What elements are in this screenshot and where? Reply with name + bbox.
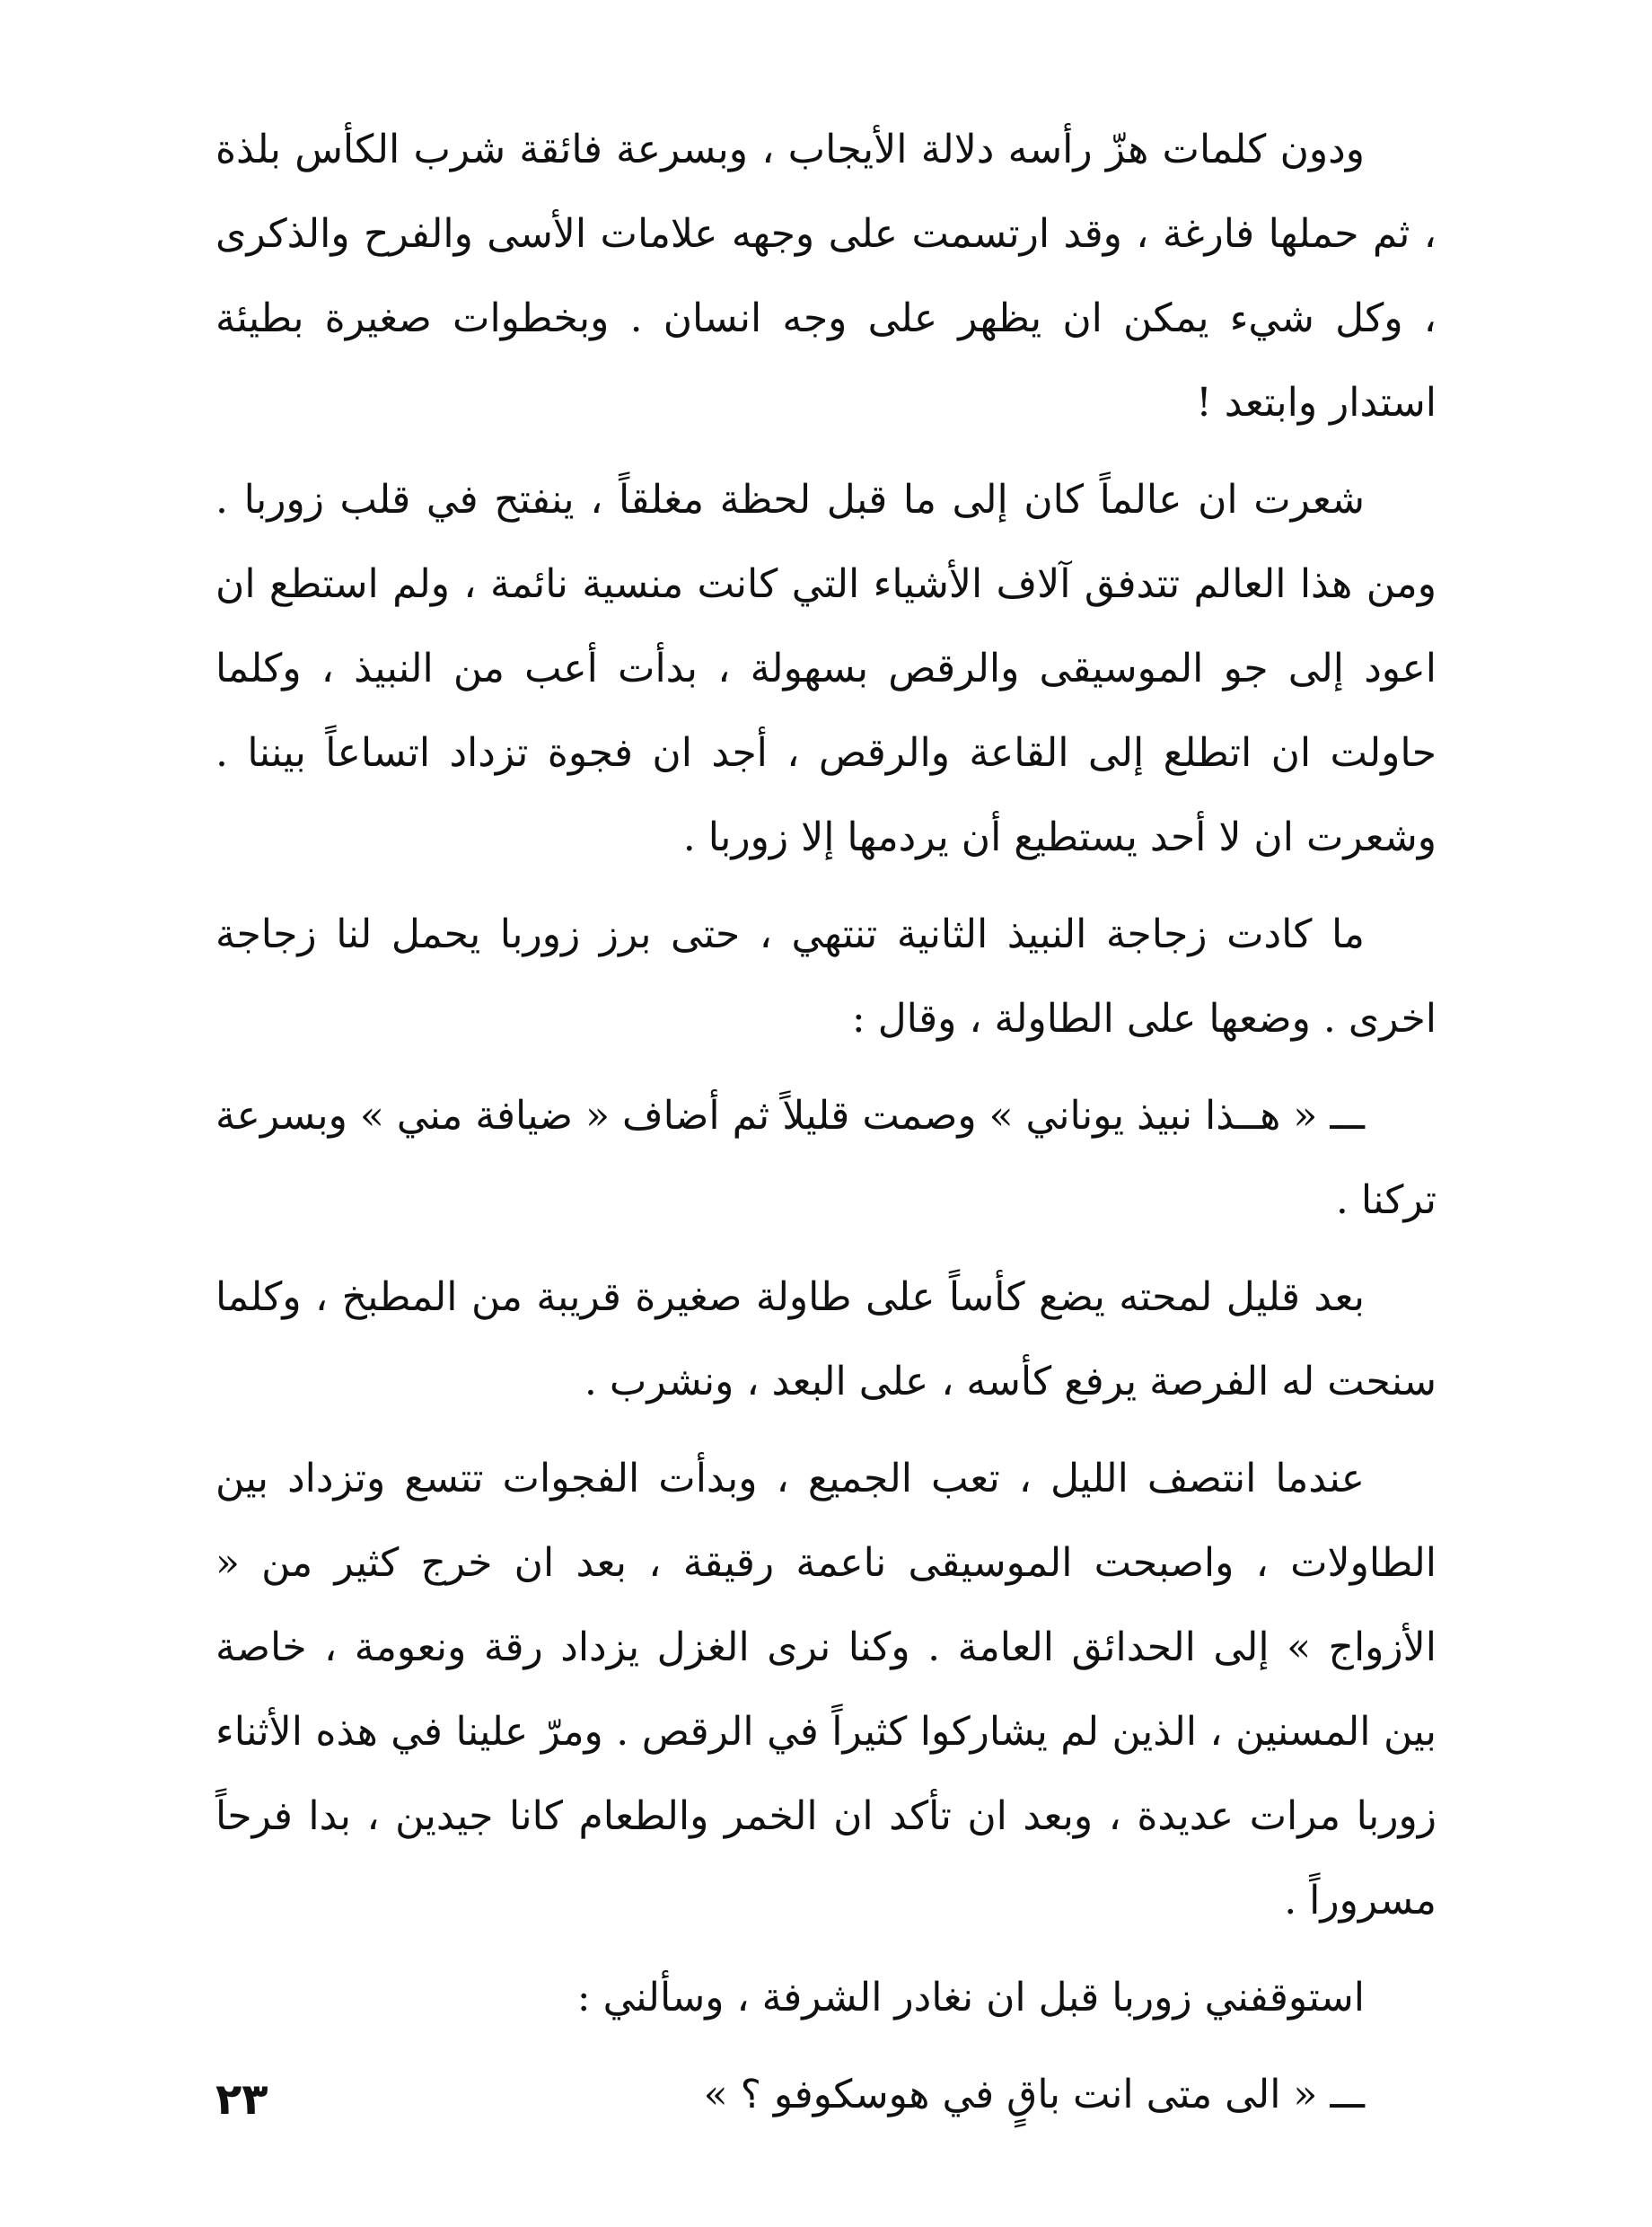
- paragraph-6: عندما انتصف الليل ، تعب الجميع ، وبدأت الفجوات تتسع وتزداد بين الطاولات ، واصبحت الموسيقى ناعمة رقيقة ، بعد ان خرج كثير من « الأزواج » إلى الحدائق العامة . وكنا نرى الغزل يزداد رقة ونعومة ، خاصة بين المسنين ، الذين لم يشاركوا كثيراً في الرقص . ومرّ علينا في هذه الأثناء زوربا مرات عديدة ، وبعد ان تأكد ان الخمر والطعام كانا جيدين ، بدا فرحاً مسروراً .: [215, 1456, 1437, 1923]
- paragraph-5: بعد قليل لمحته يضع كأساً على طاولة صغيرة قريبة من المطبخ ، وكلما سنحت له الفرصة يرفع كأسه ، على البعد ، ونشرب .: [215, 1274, 1437, 1404]
- paragraph-2: شعرت ان عالماً كان إلى ما قبل لحظة مغلقاً ، ينفتح في قلب زوربا . ومن هذا العالم تتدفق آلاف الأشياء التي كانت منسية نائمة ، ولم استطع ان اعود إلى جو الموسيقى والرقص بسهولة ، بدأت أعب من النبيذ ، وكلما حاولت ان اتطلع إلى القاعة والرقص ، أجد ان فجوة تزداد اتساعاً بيننا . وشعرت ان لا أحد يستطيع أن يردمها إلا زوربا .: [215, 477, 1437, 860]
- paragraph-3: ما كادت زجاجة النبيذ الثانية تنتهي ، حتى برز زوربا يحمل لنا زجاجة اخرى . وضعها على الطاولة ، وقال :: [215, 911, 1437, 1042]
- paragraph-1: ودون كلمات هزّ رأسه دلالة الأيجاب ، وبسرعة فائقة شرب الكأس بلذة ، ثم حملها فارغة ، وقد ارتسمت على وجهه علامات الأسى والفرح والذكرى ، وكل شيء يمكن ان يظهر على وجه انسان . وبخطوات صغيرة بطيئة استدار وابتعد !: [215, 127, 1437, 426]
- body-text: [215, 108, 1437, 2150]
- paragraph-4: ـــ « هــذا نبيذ يوناني » وصمت قليلاً ثم أضاف « ضيافة مني » وبسرعة تركنا .: [215, 1093, 1437, 1223]
- paragraph-7: استوقفني زوربا قبل ان نغادر الشرفة ، وسألني :: [576, 1975, 1365, 2020]
- paragraph-8: ـــ « الى متى انت باقٍ في هوسكوفو ؟ »: [703, 2072, 1365, 2117]
- page-number: ٢٣: [215, 2074, 268, 2125]
